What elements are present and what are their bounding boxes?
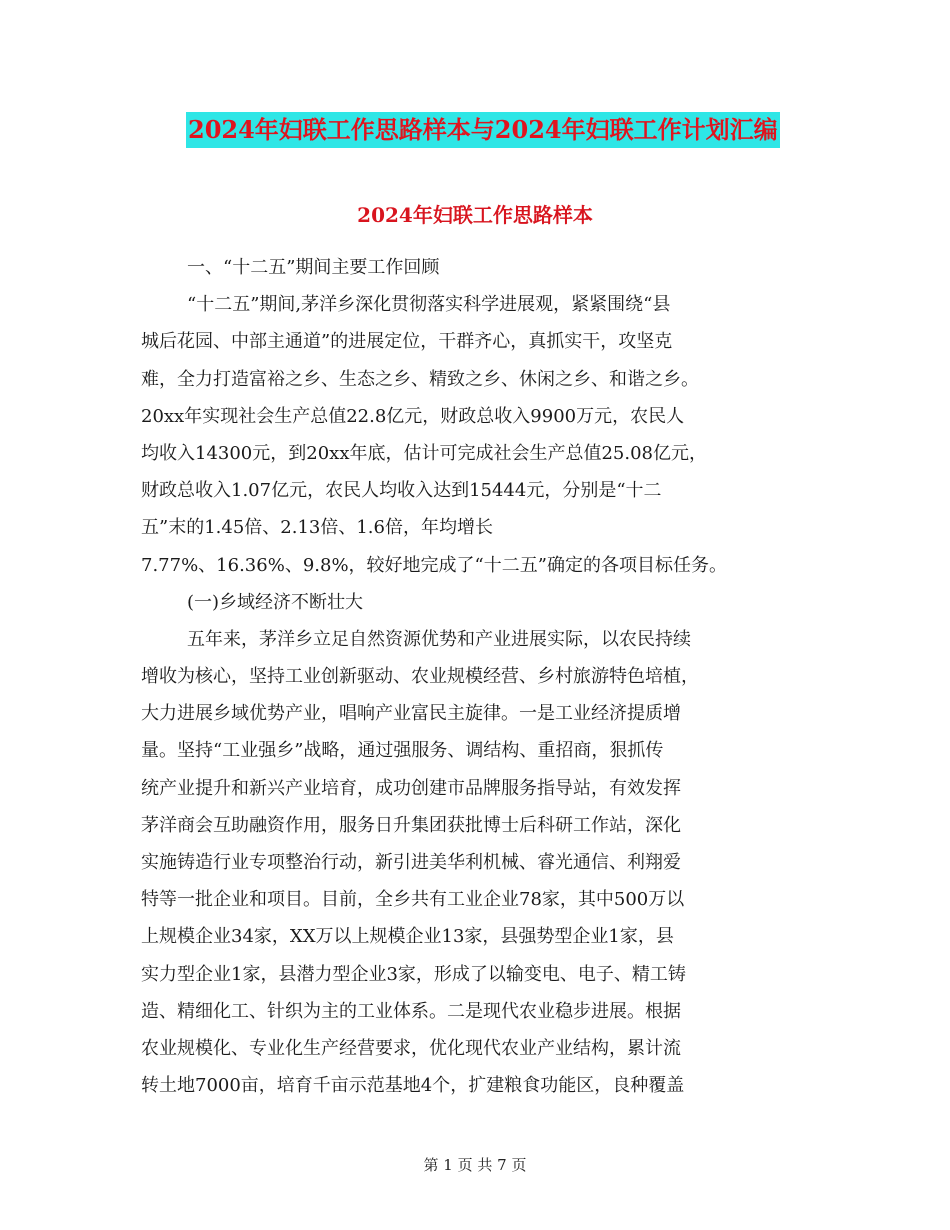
body-line: 财政总收入1.07亿元，农民人均收入达到15444元，分别是“十二 [141,480,662,502]
page-footer: 第 1 页 共 7 页 [423,1156,527,1174]
section-title: 2024年妇联工作思路样本 [357,203,593,227]
body-line: 20xx年实现社会生产总值22.8亿元，财政总收入9900万元，农民人 [141,405,685,427]
body-line: 上规模企业34家，XX万以上规模企业13家，县强势型企业1家，县 [141,926,674,948]
body-line: 转土地7000亩，培育千亩示范基地4个，扩建粮食功能区，良种覆盖 [141,1075,685,1097]
body-line: 量。坚持“工业强乡”战略，通过强服务、调结构、重招商，狠抓传 [141,740,664,762]
body-line: 特等一批企业和项目。目前，全乡共有工业企业78家，其中500万以 [141,889,685,911]
body-line: 统产业提升和新兴产业培育，成功创建市品牌服务指导站，有效发挥 [141,777,681,799]
body-line: 实力型企业1家，县潜力型企业3家，形成了以输变电、电子、精工铸 [141,963,686,985]
body-line: 五年来，茅洋乡立足自然资源优势和产业进展实际，以农民持续 [187,628,691,650]
body-line: 实施铸造行业专项整治行动，新引进美华利机械、睿光通信、利翔爱 [141,852,681,873]
document-title: 2024年妇联工作思路样本与2024年妇联工作计划汇编 [186,112,780,148]
body-line: 难，全力打造富裕之乡、生态之乡、精致之乡、休闲之乡、和谐之乡。 [141,368,699,390]
document-body [141,249,821,1104]
body-line: (一)乡域经济不断壮大 [187,591,364,613]
body-line: 造、精细化工、针织为主的工业体系。二是现代农业稳步进展。根据 [141,1000,681,1022]
body-line: 五”末的1.45倍、2.13倍、1.6倍，年均增长 [141,517,493,539]
body-line: 增收为核心，坚持工业创新驱动、农业规模经营、乡村旅游特色培植， [141,666,699,688]
body-line: 城后花园、中部主通道”的进展定位，干群齐心，真抓实干，攻坚克 [141,331,673,353]
body-line: 均收入14300元，到20xx年底，估计可完成社会生产总值25.08亿元， [141,442,707,464]
body-line: 茅洋商会互助融资作用，服务日升集团获批博士后科研工作站，深化 [141,814,681,836]
body-line: 农业规模化、专业化生产经营要求，优化现代农业产业结构，累计流 [141,1037,681,1059]
body-line: 7.77%、16.36%、9.8%，较好地完成了“十二五”确定的各项目标任务。 [141,554,727,576]
body-line: “十二五”期间,茅洋乡深化贯彻落实科学进展观，紧紧围绕“县 [187,294,671,316]
body-line: 一、“十二五”期间主要工作回顾 [187,257,440,278]
body-line: 大力进展乡域优势产业，唱响产业富民主旋律。一是工业经济提质增 [141,703,681,725]
